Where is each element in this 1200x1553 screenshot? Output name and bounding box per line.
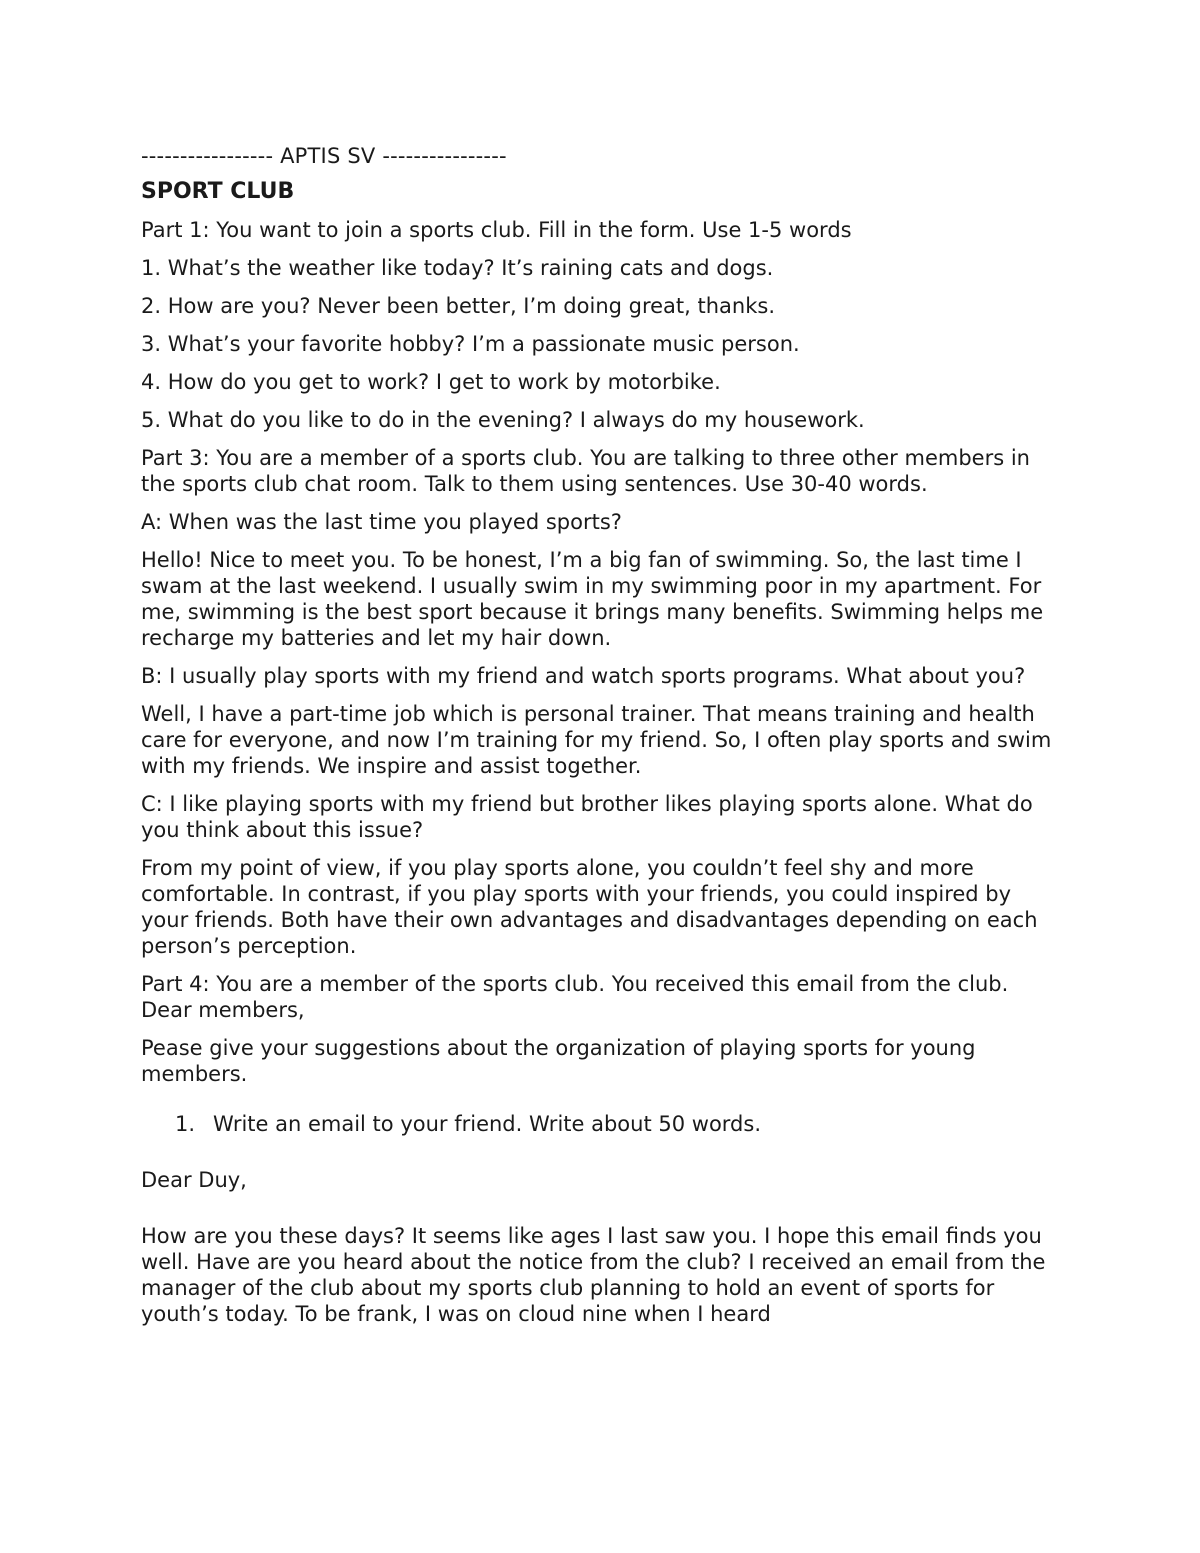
- task-number: 1.: [175, 1112, 196, 1136]
- part4-email-text: Pease give your suggestions about the organization of playing sports for young members.: [141, 1036, 976, 1086]
- document-page: [141, 143, 1061, 1339]
- task-list-item: [141, 1111, 1061, 1137]
- part1-item-4: 4. How do you get to work? I get to work by motorbike.: [141, 370, 721, 394]
- part3-answer-a: Hello! Nice to meet you. To be honest, I’m a big fan of swimming. So, the last time I swam at the last weekend. I usually swim in my swimming poor in my apartment. For me, swimming is the best sport because it brings many benefits. Swimming helps me recharge my batteries and let my hair down.: [141, 548, 1044, 650]
- part3-question-a: A: When was the last time you played sports?: [141, 510, 622, 534]
- part1-item-1: 1. What’s the weather like today? It’s raining cats and dogs.: [141, 256, 774, 280]
- part3-instruction: Part 3: You are a member of a sports club. You are talking to three other members in the sports club chat room. Talk to them using sentences. Use 30-40 words.: [141, 446, 1030, 496]
- document-title: SPORT CLUB: [141, 179, 295, 204]
- task-text: Write an email to your friend. Write about 50 words.: [213, 1112, 761, 1136]
- part1-instruction: Part 1: You want to join a sports club. Fill in the form. Use 1-5 words: [141, 218, 852, 242]
- part1-item-5: 5. What do you like to do in the evening? I always do my housework.: [141, 408, 865, 432]
- part4-instruction: Part 4: You are a member of the sports club. You received this email from the club. Dear members,: [141, 972, 1009, 1022]
- email-greeting: Dear Duy,: [141, 1168, 247, 1192]
- part3-answer-c: From my point of view, if you play sports alone, you couldn’t feel shy and more comfortable. In contrast, if you play sports with your friends, you could inspired by your friends. Both have their own advantages and disadvantages depending on each person’s perception.: [141, 856, 1038, 958]
- header-line: ----------------- APTIS SV ----------------: [141, 144, 507, 168]
- part3-answer-b: Well, I have a part-time job which is personal trainer. That means training and health care for everyone, and now I’m training for my friend. So, I often play sports and swim with my friends. We inspire and assist together.: [141, 702, 1052, 778]
- part1-item-3: 3. What’s your favorite hobby? I’m a passionate music person.: [141, 332, 800, 356]
- part1-item-2: 2. How are you? Never been better, I’m doing great, thanks.: [141, 294, 776, 318]
- part3-question-b: B: I usually play sports with my friend and watch sports programs. What about you?: [141, 664, 1026, 688]
- email-body: How are you these days? It seems like ages I last saw you. I hope this email finds you well. Have are you heard about the notice from the club? I received an email from the manager of the club about my sports club planning to hold an event of sports for youth’s today. To be frank, I was on cloud nine when I heard: [141, 1224, 1046, 1326]
- part3-question-c: C: I like playing sports with my friend but brother likes playing sports alone. What do you think about this issue?: [141, 792, 1033, 842]
